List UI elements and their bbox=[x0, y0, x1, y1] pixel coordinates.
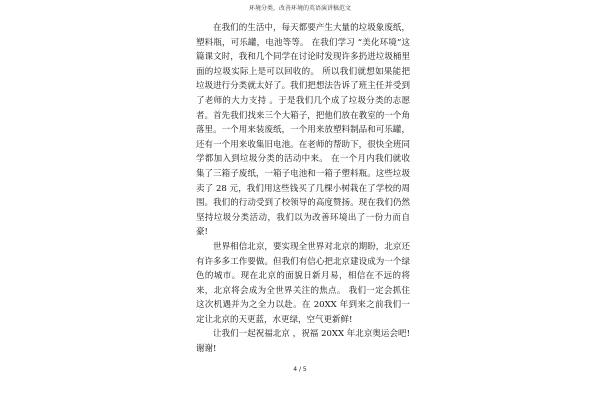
document-body bbox=[196, 21, 410, 357]
page-header: 环境分类，改善环境的英语演讲稿范文 bbox=[248, 5, 351, 12]
paragraph-closing-wishes: 让我们一起祝福北京 ，祝福 20XX 年北京奥运会吧!谢谢! bbox=[196, 329, 410, 355]
paragraph-waste-sorting: 在我们的生活中，每天都要产生大量的垃圾象废纸，塑料瓶，可乐罐，电池等等。 在我们学习 “美化环境”这篇课文时，我和几个同学在讨论时发现许多扔进垃圾桶里面的垃圾实际上是可以回收的。 所以我们就想如果能把垃圾进行分类就太好了。我们把想法告诉了班主任并受到了老师的大力支持 。于是我们几个成了垃圾分类的志愿者。首先我们找来三个大箱子，把他们放在教室的一个角落里。一个用来装废纸，一个用来放塑料制品和可乐罐，还有一个用来收集旧电池。在老师的帮助下，很快全班同学都加入到垃圾分类的活动中来。 在一个月内我们就收集了三箱子废纸，一箱子电池和一箱子塑料瓶。这些垃圾卖了 28 元，我们用这些钱买了几棵小树栽在了学校的周围。我们的行动受到了校领导的高度赞扬。现在我们仍然坚持垃圾分类活动，我们以为改善环境出了一份力而自豪! bbox=[196, 23, 410, 238]
page-number: 4 / 5 bbox=[293, 366, 307, 373]
paragraph-beijing-green-city: 世界相信北京，要实现全世界对北京的期盼，北京还有许多多工作要做。但我们有信心把北京建设成为一个绿色的城市。现在北京的面貌日新月易，相信在不远的将来，北京将会成为全世界关注的焦点。 我们一定会抓住这次机遇并为之全力以赴。在 20XX 年到来之前我们一定让北京的天更蓝，水更绿，空气更新鲜! bbox=[196, 241, 410, 325]
